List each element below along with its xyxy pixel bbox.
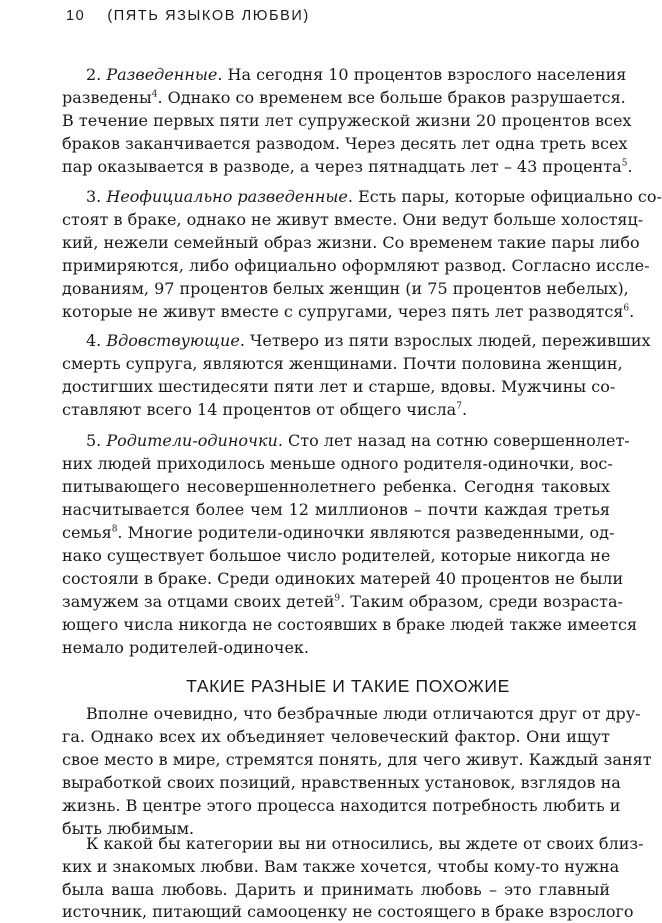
paragraph-2-line: браков заканчивается разводом. Через десять лет одна треть всех xyxy=(62,134,628,153)
book-title: (ПЯТЬ ЯЗЫКОВ ЛЮБВИ) xyxy=(107,8,310,24)
paragraph-2-line xyxy=(62,156,633,178)
paragraph-7-line: К какой бы категории вы ни относились, вы ждете от своих близ- xyxy=(86,834,644,853)
text-run: . Сто лет назад на сотню совершеннолет- xyxy=(277,431,630,450)
category-term: Родители-одиночки xyxy=(106,431,278,450)
text-run: . Таким образом, среди возраста- xyxy=(340,592,623,611)
paragraph-2-line: В течение первых пяти лет супружеской жизни 20 процентов всех xyxy=(62,111,632,130)
paragraph-3-line: стоят в браке, однако не живут вместе. Они ведут больше холостяц- xyxy=(62,210,644,229)
paragraph-5-line: немало родителей-одиночек. xyxy=(62,638,309,657)
paragraph-3-line: примиряются, либо официально оформляют развод. Согласно иссле- xyxy=(62,256,650,275)
paragraph-7-line: ких и знакомых любви. Вам также хочется, чтобы кому-то нужна xyxy=(62,857,620,876)
paragraph-5-line: нако существует большое число родителей, которые никогда не xyxy=(62,546,611,565)
paragraph-4-line xyxy=(86,330,651,352)
paragraph-4-line: смерть супруга, являются женщинами. Почти половина женщин, xyxy=(62,354,623,373)
paragraph-2-line xyxy=(86,64,627,86)
list-number: 4. xyxy=(86,331,107,350)
text-run: которые не живут вместе с супругами, через пять лет разводятся xyxy=(62,302,624,321)
category-term: Разведенные xyxy=(106,65,218,84)
paragraph-5-line: состояли в браке. Среди одиноких матерей 40 процентов не были xyxy=(62,569,624,588)
paragraph-3-line: дованиям, 97 процентов белых женщин (и 75 процентов небелых), xyxy=(62,279,629,298)
paragraph-5-line: питывающего несовершеннолетнего ребенка. Сегодня таковых xyxy=(62,477,610,496)
paragraph-4-line: достигших шестидесяти пяти лет и старше, вдовы. Мужчины со- xyxy=(62,377,616,396)
footnote-ref: 6 xyxy=(623,303,630,314)
paragraph-6-line: свое место в мире, стремятся понять, для чего живут. Каждый занят xyxy=(62,750,652,769)
paragraph-6-line: га. Однако всех их объединяет человеческий фактор. Они ищут xyxy=(62,727,610,746)
paragraph-5-line: них людей приходилось меньше одного родителя-одиночки, вос- xyxy=(62,454,613,473)
footnote-ref: 8 xyxy=(111,524,118,535)
text-run: разведены xyxy=(62,88,152,107)
footnote-ref: 4 xyxy=(151,89,158,100)
text-run: . xyxy=(627,157,633,176)
paragraph-4-line xyxy=(62,399,586,421)
text-run: . Однако со временем все больше браков разрушается. xyxy=(157,88,626,107)
paragraph-5-line: ющего числа никогда не состоявших в браке людей также имеется xyxy=(62,615,638,634)
section-heading: ТАКИЕ РАЗНЫЕ И ТАКИЕ ПОХОЖИЕ xyxy=(186,676,510,696)
paragraph-5-line: насчитывается более чем 12 миллионов – почти каждая третья xyxy=(62,500,610,519)
text-run: . xyxy=(461,400,468,419)
list-number: 2. xyxy=(86,65,107,84)
paragraph-5-line xyxy=(62,522,615,544)
text-run: ставляют всего 14 процентов от общего числа xyxy=(62,400,457,419)
paragraph-3-line: кий, нежели семейный образ жизни. Со временем такие пары либо xyxy=(62,233,640,252)
paragraph-7-line: источник, питающий самооценку не состоящего в браке взрослого xyxy=(62,902,634,921)
text-run: замужем за отцами своих детей xyxy=(62,592,335,611)
paragraph-5-line xyxy=(86,430,630,452)
footnote-ref: 9 xyxy=(334,593,341,604)
paragraph-3-line xyxy=(86,186,662,208)
footnote-ref: 7 xyxy=(456,401,462,412)
paragraph-3-line xyxy=(62,301,635,323)
paragraph-6-line: выработкой своих позиций, нравственных установок, взглядов на xyxy=(62,773,621,792)
list-number: 5. xyxy=(86,431,107,450)
paragraph-2-line xyxy=(62,87,626,109)
text-run: . Есть пары, которые официально со- xyxy=(347,187,662,206)
paragraph-5-line xyxy=(62,591,623,613)
running-head xyxy=(66,8,310,24)
text-run: . На сегодня 10 процентов взрослого населения xyxy=(217,65,627,84)
category-term: Вдовствующие xyxy=(106,331,240,350)
text-run: . Четверо из пяти взрослых людей, переживших xyxy=(239,331,651,350)
text-run: семья xyxy=(62,523,112,542)
paragraph-6-line: Вполне очевидно, что безбрачные люди отличаются друг от дру- xyxy=(86,704,641,723)
paragraph-7-line: была ваша любовь. Дарить и принимать любовь – это главный xyxy=(62,880,610,899)
paragraph-6-line: быть любимым. xyxy=(62,819,195,838)
list-number: 3. xyxy=(86,187,107,206)
footnote-ref: 5 xyxy=(621,158,628,169)
text-run: . Многие родители-одиночки являются разведенными, од- xyxy=(117,523,615,542)
category-term: Неофициально разведенные xyxy=(106,187,348,206)
text-run: пар оказывается в разводе, а через пятнадцать лет – 43 процента xyxy=(62,157,622,176)
text-run: . xyxy=(629,302,635,321)
page-number: 10 xyxy=(66,8,86,24)
paragraph-6-line: жизнь. В центре этого процесса находится потребность любить и xyxy=(62,796,621,815)
